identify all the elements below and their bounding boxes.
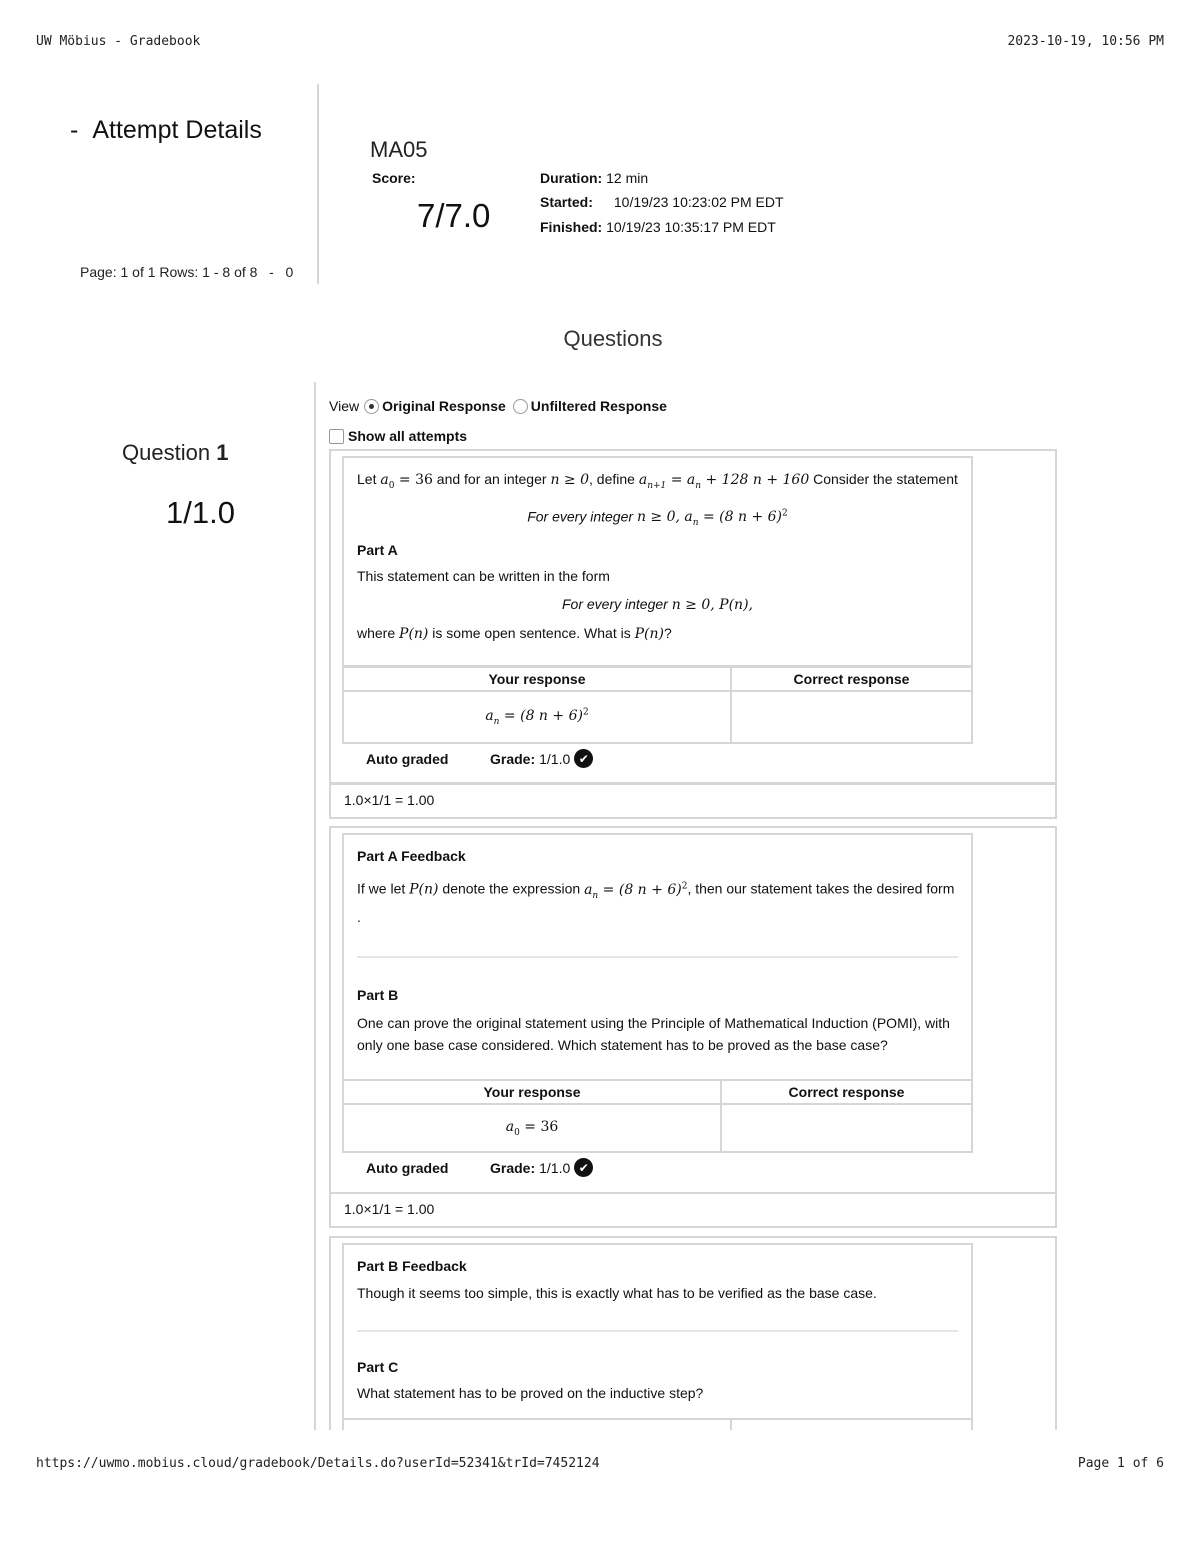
part-c-heading: Part C (357, 1359, 399, 1375)
your-response-header: Your response (343, 1080, 721, 1104)
form-math: n ≥ 0, P(n), (671, 597, 753, 614)
where-text-3: ? (664, 625, 672, 642)
resp-symbol: a (485, 708, 494, 725)
show-all-attempts-checkbox[interactable] (329, 429, 344, 444)
finished-value: 10/19/23 10:35:17 PM EDT (606, 219, 776, 235)
part-b-response-math: $a_0 = 36$ (505, 1119, 559, 1138)
part-a-response-table (342, 666, 973, 744)
print-footer-page: Page 1 of 6 (1077, 1456, 1164, 1471)
duration-value: 12 min (606, 170, 649, 186)
pager (80, 264, 293, 280)
intro-text-2: and for an integer (436, 471, 547, 487)
correct-response-cell (721, 1104, 972, 1152)
pager-zero: 0 (285, 264, 294, 280)
feedback-math: $a_n = (8$ n + 6)$^2$ (584, 881, 688, 901)
score-label: Score: (372, 170, 416, 186)
duration-row (540, 170, 648, 186)
sidebar-divider (317, 84, 319, 284)
unfiltered-response-label[interactable]: Unfiltered Response (530, 398, 667, 414)
feedback-text-1: If we let (357, 880, 406, 897)
grade-value: 1/1.0 (539, 750, 571, 767)
part-c-body: What statement has to be proved on the inductive step? (357, 1385, 704, 1401)
grade-label: Grade: (490, 1159, 536, 1176)
recurrence-math: $a_{n+1} = a_n + 128$ n + 160 (638, 472, 810, 491)
n-condition-math: n ≥ 0 (550, 472, 589, 488)
section-divider (357, 1330, 958, 1332)
statement-tail: = (8 n + 6) (703, 509, 783, 526)
grade-value: 1/1.0 (539, 1159, 571, 1176)
part-b-feedback-text: Though it seems too simple, this is exactly what has to be verified as the base case. (357, 1285, 877, 1301)
check-circle-icon: ✔ (574, 1158, 593, 1177)
started-value: 10/19/23 10:23:02 PM EDT (613, 194, 784, 210)
part-a-feedback-text (357, 875, 958, 928)
finished-label: Finished: (540, 219, 603, 235)
correct-response-header: Correct response (721, 1080, 972, 1104)
where-text-1: where (357, 625, 396, 642)
rec-tail: + 128 n + 160 (705, 472, 810, 488)
part-c-response-table (342, 1418, 973, 1430)
started-row (540, 194, 784, 210)
resp-b-tail: = 36 (524, 1119, 559, 1136)
part-a-grade-row (366, 749, 593, 768)
part-c-question (342, 1243, 973, 1421)
show-all-attempts-label[interactable]: Show all attempts (348, 428, 468, 444)
correct-response-header: Correct response (731, 667, 972, 691)
part-a-intro (357, 468, 958, 497)
part-b-grade-row (366, 1158, 593, 1177)
original-response-label[interactable]: Original Response (382, 398, 506, 414)
intro-text-1: Let (357, 471, 377, 487)
pager-text: Page: 1 of 1 Rows: 1 - 8 of 8 (80, 264, 258, 280)
question-score: 1/1.0 (166, 495, 235, 530)
part-a-response-math: $a_n = (8$ n + 6)$^2$ (485, 707, 589, 727)
correct-response-cell (731, 691, 972, 743)
part-b-feedback-heading: Part B Feedback (357, 1258, 467, 1274)
auto-graded-label: Auto graded (366, 1159, 449, 1176)
started-label: Started: (540, 194, 593, 210)
fb-tail: = (8 n + 6) (602, 881, 682, 898)
check-circle-icon: ✔ (574, 749, 593, 768)
part-a-heading: Part A (357, 542, 398, 559)
collapse-icon[interactable]: - (70, 116, 79, 144)
attempt-details-title: Attempt Details (92, 116, 262, 144)
fb-symbol: a (584, 881, 593, 898)
feedback-pn: P(n) (409, 881, 439, 898)
print-footer (36, 1456, 1164, 1471)
unfiltered-response-radio[interactable] (513, 399, 528, 414)
finished-row (540, 219, 776, 235)
your-response-cell (343, 1104, 721, 1152)
print-header-title: UW Möbius - Gradebook (36, 34, 201, 49)
assignment-name: MA05 (370, 137, 428, 162)
statement-cond: n ≥ 0, a (636, 509, 693, 526)
grade-label: Grade: (490, 750, 536, 767)
part-a-question (342, 456, 973, 667)
your-response-cell (343, 691, 731, 743)
where-pn-2: P(n) (634, 626, 664, 643)
form-line (357, 593, 958, 616)
statement-math: n ≥ 0, $a_n = (8$ n + 6)$^2$ (636, 508, 788, 529)
auto-graded-label: Auto graded (366, 750, 449, 767)
a0-math: $a_0 = 36$ (380, 472, 433, 491)
your-response-header: Your response (343, 667, 731, 691)
rec-symbol: a (638, 472, 648, 488)
part-a-feedback-heading: Part A Feedback (357, 848, 466, 864)
question-divider (314, 382, 316, 1430)
view-toggle (329, 398, 669, 414)
attempt-details-heading[interactable] (70, 116, 262, 145)
part-a-body: This statement can be written in the form (357, 568, 610, 585)
statement-line (357, 503, 958, 534)
score-value: 7/7.0 (417, 197, 491, 234)
intro-text-4: Consider the statement (813, 471, 958, 487)
where-text-2: is some open sentence. What is (432, 625, 631, 642)
part-b-question (342, 833, 973, 1081)
print-header (36, 34, 1164, 49)
where-pn: P(n) (399, 626, 429, 643)
rec-rest: = a (670, 472, 696, 488)
questions-heading: Questions (563, 326, 663, 351)
part-b-heading: Part B (357, 987, 399, 1004)
a0-symbol: a (380, 472, 389, 488)
form-prefix: For every integer (562, 596, 668, 613)
part-b-response-table (342, 1079, 973, 1153)
intro-text-3: , define (589, 471, 635, 487)
question-number: 1 (216, 440, 229, 465)
where-line (357, 622, 958, 645)
print-footer-url: https://uwmo.mobius.cloud/gradebook/Details.do?userId=52341&trId=7452124 (36, 1456, 600, 1471)
part-b-calc: 1.0×1/1 = 1.00 (329, 1192, 1057, 1228)
print-header-timestamp: 2023-10-19, 10:56 PM (1007, 34, 1164, 49)
original-response-radio[interactable] (364, 399, 379, 414)
view-label: View (329, 398, 360, 414)
statement-prefix: For every integer (527, 508, 634, 525)
part-a-calc: 1.0×1/1 = 1.00 (329, 783, 1057, 819)
question-label-text: Question (122, 440, 211, 465)
show-all-attempts[interactable] (329, 428, 467, 444)
a0-value: = 36 (398, 472, 433, 488)
pager-dash: - (269, 264, 274, 280)
resp-b-symbol: a (505, 1119, 515, 1136)
duration-label: Duration: (540, 170, 603, 186)
resp-tail: = (8 n + 6) (503, 708, 583, 725)
question-label (122, 440, 228, 466)
part-b-body: One can prove the original statement using the Principle of Mathematical Induction (POMI), with only one base case considered. Which statement has to be proved as the base case? (357, 1015, 950, 1054)
table-column-divider (730, 1420, 732, 1430)
feedback-text-3: , then our statement takes the desired form . (357, 880, 955, 926)
section-divider (357, 956, 958, 958)
feedback-text-2: denote the expression (442, 880, 581, 897)
